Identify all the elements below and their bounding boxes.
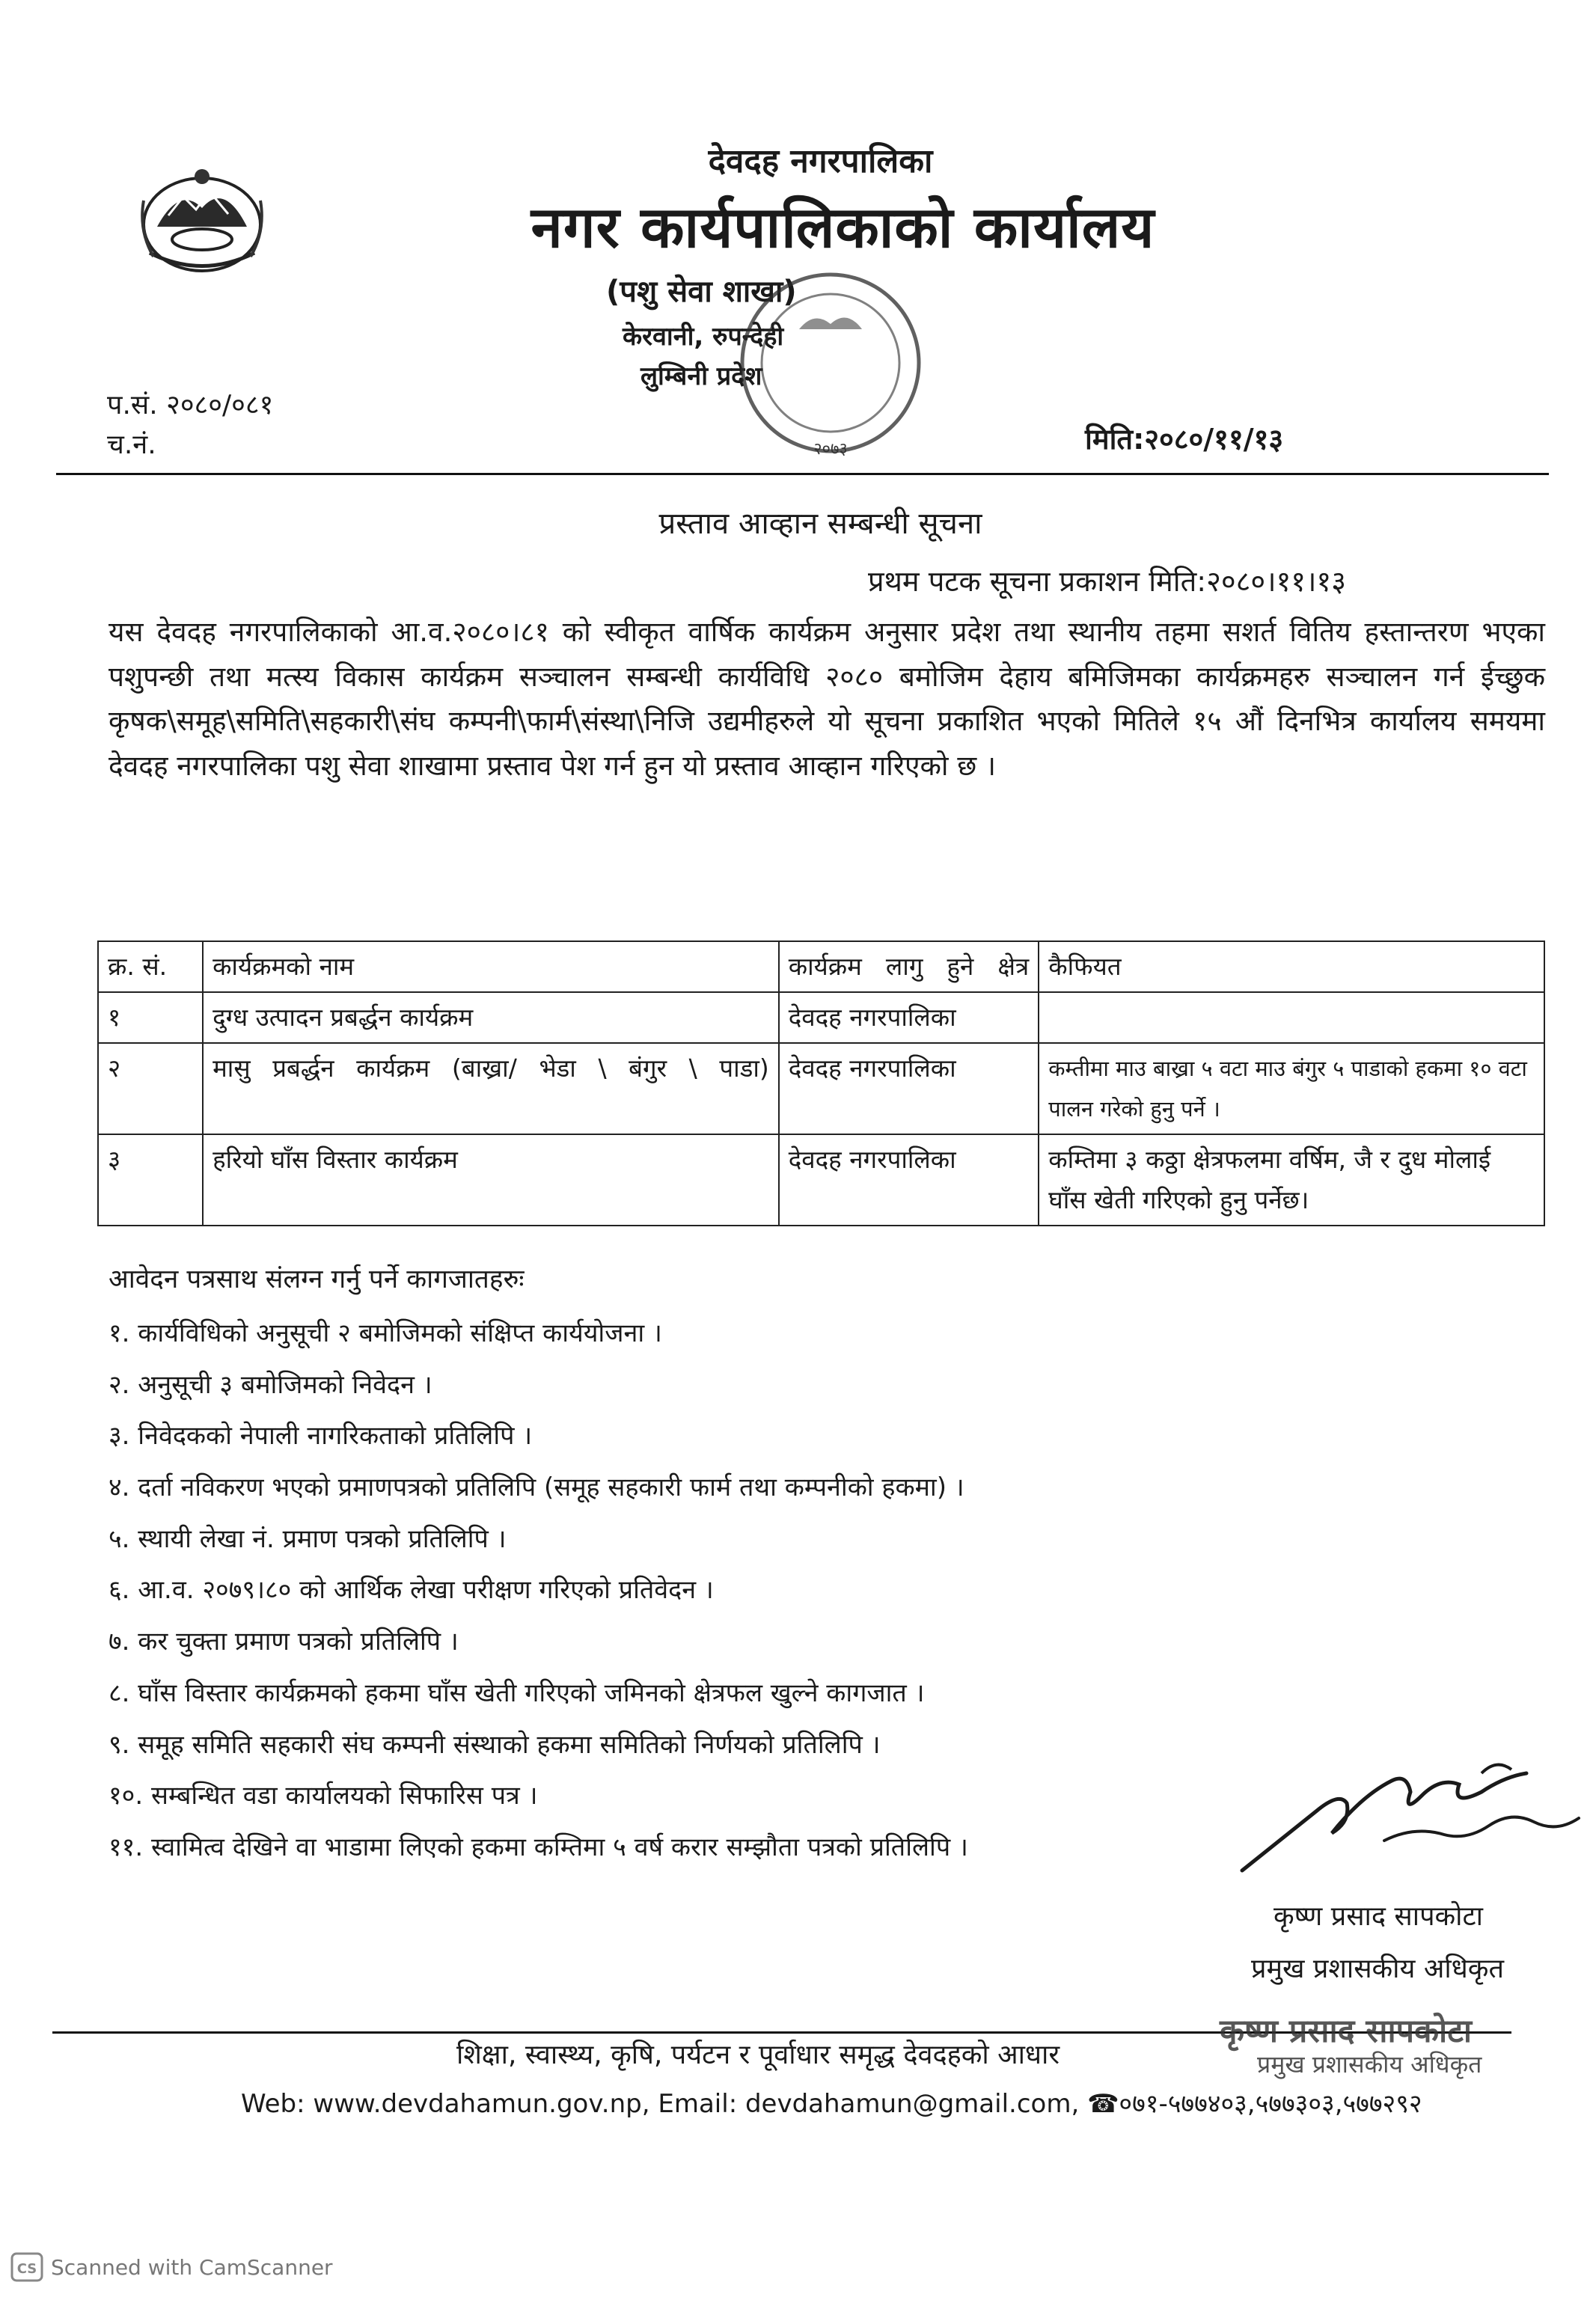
- list-item: ११. स्वामित्व देखिने वा भाडामा लिएको हकमा कम्तिमा ५ वर्ष करार सम्झौता पत्रको प्रतिलिपि ।: [108, 1832, 968, 1862]
- table-header-row: [98, 941, 1544, 992]
- row-remarks: कम्तीमा माउ बाख्रा ५ वटा माउ बंगुर ५ पाडाको हकमा १० वटा पालन गरेको हुनु पर्ने ।: [1039, 1043, 1544, 1134]
- scanner-watermark: Scanned with CamScanner: [51, 2255, 333, 2280]
- row-remarks: [1039, 992, 1544, 1043]
- header-sn: क्र. सं.: [98, 941, 203, 992]
- row-remarks: कम्तिमा ३ कठ्ठा क्षेत्रफलमा वर्षिम, जै र दुध मोलाई घाँस खेती गरिएको हुनु पर्नेछ।: [1039, 1134, 1544, 1226]
- notice-body: यस देवदह नगरपालिकाको आ.व.२०८०।८१ को स्वीकृत वार्षिक कार्यक्रम अनुसार प्रदेश तथा स्थानीय तहमा सशर्त वितिय हस्तान्तरण भएका पशुपन्छी तथा मत्स्य विकास कार्यक्रम सञ्चालन सम्बन्धी कार्यविधि २०८० बमोजिम देहाय बमिजिमका कार्यक्रमहरु सञ्चालन गर्न ईच्छुक कृषक\समूह\समिति\सहकारी\संघ कम्पनी\फार्म\संस्था\निजि उद्यमीहरुले यो सूचना प्रकाशित भएको मितिले १५ औं दिनभित्र कार्यालय समयमा देवदह नगरपालिका पशु सेवा शाखामा प्रस्ताव पेश गर्न हुन यो प्रस्ताव आव्हान गरिएको छ ।: [108, 616, 1545, 782]
- row-program-area: देवदह नगरपालिका: [779, 1134, 1039, 1226]
- list-item: ७. कर चुक्ता प्रमाण पत्रको प्रतिलिपि ।: [108, 1627, 459, 1657]
- list-item: २. अनुसूची ३ बमोजिमको निवेदन ।: [108, 1369, 432, 1400]
- reference-number: प.सं. २०८०/०८१: [107, 390, 274, 420]
- list-item: ४. दर्ता नविकरण भएको प्रमाणपत्रको प्रतिलिपि (समूह सहकारी फार्म तथा कम्पनीको हकमा) ।: [108, 1472, 964, 1503]
- table-row: [98, 1134, 1544, 1226]
- list-item: १. कार्यविधिको अनुसूची २ बमोजिमको संक्षिप्त कार्ययोजना ।: [108, 1318, 662, 1348]
- office-name: नगर कार्यपालिकाको कार्यालय: [531, 194, 1155, 260]
- header-divider: [56, 473, 1549, 475]
- letter-date: मिति:२०८०/११/१३: [1085, 423, 1284, 456]
- documents-list: [108, 1313, 968, 1879]
- row-sn: २: [98, 1043, 203, 1134]
- seal-year: २०७३: [813, 440, 848, 459]
- handwritten-signature: [1235, 1751, 1594, 1885]
- branch-name: (पशु सेवा शाखा): [606, 275, 797, 309]
- table-row: [98, 1043, 1544, 1134]
- footer-slogan: शिक्षा, स्वास्थ्य, कृषि, पर्यटन र पूर्वाधार समृद्ध देवदहको आधार: [456, 2040, 1060, 2070]
- row-program-area: देवदह नगरपालिका: [779, 992, 1039, 1043]
- header-program-area: कार्यक्रम लागु हुने क्षेत्र: [779, 941, 1039, 992]
- list-item: ३. निवेदकको नेपाली नागरिकताको प्रतिलिपि ।: [108, 1421, 533, 1452]
- list-item: १०. सम्बन्धित वडा कार्यालयको सिफारिस पत्र ।: [108, 1781, 538, 1811]
- list-item: ५. स्थायी लेखा नं. प्रमाण पत्रको प्रतिलिपि ।: [108, 1523, 507, 1554]
- dispatch-number: च.नं.: [107, 429, 156, 460]
- row-sn: ३: [98, 1134, 203, 1226]
- municipality-name: देवदह नगरपालिका: [708, 142, 933, 180]
- row-program-name: हरियो घाँस विस्तार कार्यक्रम: [203, 1134, 779, 1226]
- list-item: ९. समूह समिति सहकारी संघ कम्पनी संस्थाको हकमा समितिको निर्णयको प्रतिलिपि ।: [108, 1729, 881, 1760]
- row-program-name: दुग्ध उत्पादन प्रबर्द्धन कार्यक्रम: [203, 992, 779, 1043]
- row-sn: १: [98, 992, 203, 1043]
- documents-heading: आवेदन पत्रसाथ संलग्न गर्नु पर्ने कागजातहरुः: [108, 1264, 525, 1294]
- svg-text:CS: CS: [16, 2261, 37, 2277]
- footer-contact: Web: www.devdahamun.gov.np, Email: devdahamun@gmail.com, ☎०७१-५७७४०३,५७७३०३,५७७२९२: [241, 2089, 1422, 2119]
- name-stamp: कृष्ण प्रसाद सापकोटा: [1220, 2013, 1473, 2050]
- title-stamp: प्रमुख प्रशासकीय अधिकृत: [1257, 2050, 1482, 2079]
- list-item: ८. घाँस विस्तार कार्यक्रमको हकमा घाँस खेती गरिएको जमिनको क्षेत्रफल खुल्ने कागजात ।: [108, 1677, 925, 1708]
- notice-subject: प्रस्ताव आव्हान सम्बन्धी सूचना: [658, 507, 982, 541]
- list-item: ६. आ.व. २०७९।८० को आर्थिक लेखा परीक्षण गरिएको प्रतिवेदन ।: [108, 1575, 714, 1606]
- program-table: [97, 940, 1545, 1226]
- row-program-name: मासु प्रबर्द्धन कार्यक्रम (बाख्रा/ भेडा \ बंगुर \ पाडा): [203, 1043, 779, 1134]
- signatory-name: कृष्ण प्रसाद सापकोटा: [1274, 1901, 1483, 1932]
- header-program-name: कार्यक्रमको नाम: [203, 941, 779, 992]
- header-remarks: कैफियत: [1039, 941, 1544, 992]
- address-line1: केरवानी, रुपन्देही: [623, 322, 784, 352]
- first-publish-date: प्रथम पटक सूचना प्रकाशन मिति:२०८०।११।१३: [868, 565, 1346, 598]
- camscanner-logo-icon: [10, 2252, 43, 2282]
- row-program-area: देवदह नगरपालिका: [779, 1043, 1039, 1134]
- table-row: [98, 992, 1544, 1043]
- address-line2: लुम्बिनी प्रदेश: [640, 361, 762, 391]
- signatory-title: प्रमुख प्रशासकीय अधिकृत: [1251, 1954, 1504, 1984]
- office-seal-stamp: [733, 258, 928, 471]
